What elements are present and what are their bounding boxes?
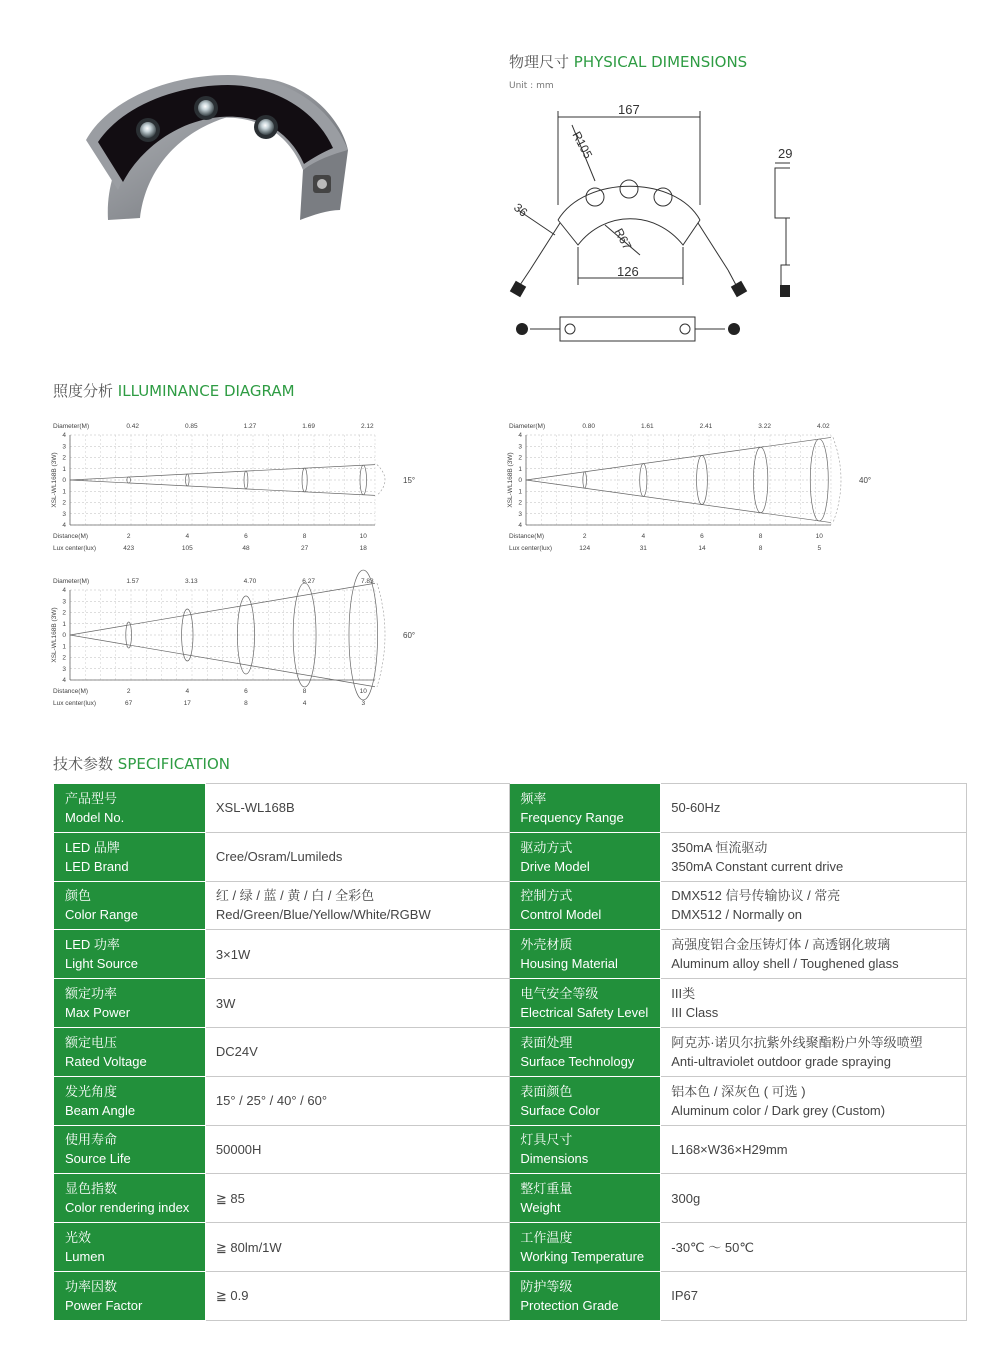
- lux-value: 27: [300, 545, 309, 552]
- y-tick-label: 4: [62, 677, 66, 684]
- spec-right-key: [510, 1174, 661, 1223]
- y-tick-label: 2: [518, 454, 522, 462]
- y-tick-label: 1: [518, 488, 522, 496]
- distance-value: 8: [302, 533, 307, 540]
- y-tick-label: 2: [62, 609, 66, 617]
- spec-right-key: [510, 930, 661, 979]
- spec-left-value: [205, 1271, 509, 1320]
- y-tick-label: 0: [518, 477, 522, 484]
- spec-left-key-text: Color rendering index: [65, 1200, 190, 1216]
- spec-left-key: [55, 930, 206, 979]
- spec-left-value-text: Red/Green/Blue/Yellow/White/RGBW: [215, 907, 431, 923]
- spec-left-key-text: 使用寿命: [65, 1132, 118, 1148]
- spec-right-key: [510, 832, 661, 881]
- diameter-label: Diameter(M): [53, 423, 90, 430]
- spec-right-key-text: 驱动方式: [520, 839, 573, 855]
- spec-left-value: [205, 1125, 509, 1174]
- lux-value: 105: [181, 545, 193, 552]
- physical-title-en: PHYSICAL DIMENSIONS: [573, 53, 748, 71]
- spec-right-key-text: Control Model: [520, 907, 602, 923]
- spec-left-value-text: 3W: [215, 995, 236, 1011]
- diameter-value: 7.83: [360, 578, 374, 585]
- distance-value: 2: [126, 533, 131, 540]
- distance-value: 4: [185, 688, 190, 695]
- spec-right-value-text: IP67: [671, 1288, 699, 1304]
- spec-right-value-text: 350mA 恒流驱动: [671, 839, 768, 855]
- spec-right-key-text: Surface Color: [520, 1102, 600, 1118]
- diameter-value: 1.27: [243, 423, 257, 430]
- spec-left-value: [205, 930, 509, 979]
- spec-left-key-text: LED Brand: [65, 858, 129, 874]
- diameter-label: Diameter(M): [53, 578, 90, 585]
- spec-row: [55, 784, 967, 833]
- diameter-value: 1.57: [126, 578, 139, 585]
- spec-row: [55, 1223, 967, 1272]
- spec-right-value-text: Aluminum color / Dark grey (Custom): [671, 1102, 886, 1118]
- spec-right-value-text: 50-60Hz: [671, 800, 721, 816]
- spec-left-value-text: DC24V: [215, 1044, 258, 1060]
- y-tick-label: 0: [62, 632, 66, 639]
- spec-right-value-text: 350mA Constant current drive: [671, 858, 844, 874]
- spec-right-value: [661, 1174, 967, 1223]
- spec-left-value-text: ≧ 80lm/1W: [215, 1239, 282, 1255]
- lux-value: 67: [125, 700, 133, 707]
- spec-right-key: [510, 1125, 661, 1174]
- spec-left-value-text: 15° / 25° / 40° / 60°: [215, 1093, 328, 1109]
- spec-row: [55, 1076, 967, 1125]
- lux-value: 48: [242, 545, 250, 552]
- spec-right-value-text: 铝本色 / 深灰色 ( 可选 ): [671, 1083, 806, 1099]
- dim-height: 29: [778, 146, 793, 161]
- spec-right-key: [510, 881, 661, 930]
- spec-right-value-text: 高强度铝合金压铸灯体 / 高透钢化玻璃: [671, 937, 891, 953]
- spec-right-value: [661, 1271, 967, 1320]
- y-tick-label: 4: [62, 522, 66, 529]
- y-tick-label: 3: [62, 598, 66, 606]
- distance-value: 8: [302, 688, 307, 695]
- distance-value: 2: [582, 533, 587, 540]
- spec-right-value-text: III类: [671, 986, 696, 1002]
- y-tick-label: 2: [62, 499, 66, 507]
- spec-left-value-text: 50000H: [215, 1141, 262, 1157]
- spec-left-value-text: ≧ 0.9: [215, 1288, 249, 1304]
- physical-title-cn: 物理尺寸: [509, 53, 570, 71]
- spec-right-key-text: Protection Grade: [520, 1297, 619, 1313]
- spec-right-key-text: Drive Model: [520, 858, 590, 874]
- lux-value: 124: [579, 545, 591, 552]
- angle-arc: [833, 437, 841, 522]
- y-tick-label: 2: [62, 654, 66, 662]
- spec-right-value: [661, 1076, 967, 1125]
- spec-right-value-text: III Class: [671, 1005, 719, 1021]
- lux-label: Lux center(lux): [53, 545, 96, 552]
- specification-title: [53, 753, 230, 774]
- diameter-value: 1.69: [302, 423, 315, 430]
- spec-row: [55, 881, 967, 930]
- spec-left-key-text: 功率因数: [65, 1278, 118, 1294]
- spec-left-key-text: 显色指数: [65, 1181, 118, 1197]
- spec-left-value: [205, 832, 509, 881]
- spec-right-key-text: 控制方式: [520, 888, 573, 904]
- distance-value: 8: [758, 533, 763, 540]
- lux-value: 31: [639, 545, 647, 552]
- spec-left-key-text: 额定电压: [65, 1034, 118, 1050]
- spec-right-value: [661, 1223, 967, 1272]
- spec-title-en: SPECIFICATION: [117, 755, 230, 773]
- spec-right-value-text: L168×W36×H29mm: [671, 1141, 788, 1157]
- spec-left-key-text: Light Source: [65, 956, 138, 972]
- diameter-value: 6.27: [302, 578, 315, 585]
- spec-left-value: [205, 1076, 509, 1125]
- spec-left-value: [205, 1223, 509, 1272]
- spec-right-value: [661, 979, 967, 1028]
- distance-value: 6: [244, 688, 248, 695]
- illuminance-chart-60: [53, 575, 433, 710]
- y-axis-label: XSL-WL168B (3W): [507, 452, 514, 508]
- spec-row: [55, 979, 967, 1028]
- spec-right-key-text: 防护等级: [520, 1278, 573, 1294]
- spec-right-key: [510, 1076, 661, 1125]
- spec-right-key-text: 表面处理: [520, 1034, 573, 1050]
- spec-left-key: [55, 1125, 206, 1174]
- y-tick-label: 3: [518, 510, 522, 518]
- spec-left-value: [205, 881, 509, 930]
- y-axis-label: XSL-WL168B (3W): [51, 607, 58, 663]
- spec-left-key-text: 额定功率: [65, 986, 118, 1002]
- spec-left-key-text: 发光角度: [65, 1083, 118, 1099]
- spec-left-key-text: 光效: [65, 1230, 92, 1246]
- spec-left-value: [205, 784, 509, 833]
- spec-left-key: [55, 784, 206, 833]
- spot-ellipse: [293, 583, 316, 687]
- spec-left-key-text: Source Life: [65, 1151, 131, 1167]
- spec-left-key-text: 颜色: [65, 888, 92, 904]
- spec-right-value: [661, 1027, 967, 1076]
- spec-right-key: [510, 1027, 661, 1076]
- y-tick-label: 1: [62, 620, 66, 628]
- spec-right-key-text: 表面颜色: [520, 1083, 573, 1099]
- spec-right-key-text: Housing Material: [520, 956, 618, 972]
- dim-depth: 36: [511, 200, 531, 220]
- spec-left-value: [205, 979, 509, 1028]
- spec-right-key-text: 工作温度: [520, 1230, 573, 1246]
- spec-left-key-text: Model No.: [65, 809, 125, 825]
- spec-right-key: [510, 784, 661, 833]
- lux-label: Lux center(lux): [509, 545, 552, 552]
- y-tick-label: 3: [62, 665, 66, 673]
- spec-left-value-text: Cree/Osram/Lumileds: [215, 849, 343, 865]
- spec-right-value-text: DMX512 / Normally on: [671, 907, 803, 923]
- spec-right-key-text: Electrical Safety Level: [520, 1005, 649, 1021]
- distance-value: 2: [126, 688, 131, 695]
- distance-value: 10: [815, 533, 823, 540]
- spec-right-value-text: Anti-ultraviolet outdoor grade spraying: [671, 1053, 891, 1069]
- distance-label: Distance(M): [53, 688, 89, 695]
- spec-row: [55, 1174, 967, 1223]
- spec-left-value-text: XSL-WL168B: [215, 800, 295, 816]
- spec-row: [55, 1027, 967, 1076]
- unit-label: Unit : mm: [509, 81, 554, 91]
- spec-left-key-text: Power Factor: [65, 1297, 143, 1313]
- spec-left-key-text: LED 品牌: [65, 839, 120, 855]
- beam-angle-label: 60°: [403, 631, 416, 640]
- diameter-value: 4.70: [243, 578, 257, 585]
- distance-value: 6: [700, 533, 704, 540]
- spec-left-key: [55, 1223, 206, 1272]
- lux-value: 8: [244, 700, 248, 707]
- lux-value: 18: [359, 545, 367, 552]
- spec-left-key-text: Rated Voltage: [65, 1053, 147, 1069]
- spec-right-key: [510, 1271, 661, 1320]
- lux-value: 5: [817, 545, 822, 552]
- distance-value: 6: [244, 533, 248, 540]
- spec-right-key-text: 整灯重量: [520, 1181, 573, 1197]
- dim-outer-radius: R105: [569, 129, 596, 161]
- spec-left-key: [55, 1076, 206, 1125]
- spec-left-key: [55, 832, 206, 881]
- spec-left-key: [55, 979, 206, 1028]
- distance-label: Distance(M): [509, 533, 545, 540]
- y-axis-label: XSL-WL168B (3W): [51, 452, 58, 508]
- diameter-value: 1.61: [640, 423, 654, 430]
- distance-value: 10: [359, 533, 367, 540]
- beam-angle-label: 15°: [403, 476, 416, 485]
- spec-left-key-text: 产品型号: [65, 790, 118, 806]
- y-tick-label: 3: [62, 443, 66, 451]
- diameter-value: 0.80: [582, 423, 595, 430]
- spec-right-value: [661, 1125, 967, 1174]
- diameter-value: 2.41: [699, 423, 713, 430]
- spec-right-value: [661, 930, 967, 979]
- dimension-drawing: [500, 95, 793, 350]
- lux-value: 17: [183, 700, 191, 707]
- lux-value: 423: [123, 545, 135, 552]
- y-tick-label: 2: [518, 499, 522, 507]
- spec-left-key: [55, 1027, 206, 1076]
- spec-row: [55, 930, 967, 979]
- distance-value: 10: [359, 688, 367, 695]
- spec-right-key-text: 灯具尺寸: [520, 1132, 573, 1148]
- spec-right-key-text: 电气安全等级: [520, 986, 599, 1002]
- dim-inner-radius: R67: [611, 225, 635, 253]
- spec-left-value-text: ≧ 85: [215, 1190, 245, 1206]
- spec-row: [55, 1271, 967, 1320]
- spec-right-key-text: 外壳材质: [520, 937, 573, 953]
- physical-dimensions-title: [509, 51, 747, 72]
- spec-right-value: [661, 784, 967, 833]
- spec-row: [55, 832, 967, 881]
- diameter-value: 2.12: [360, 423, 374, 430]
- lux-value: 4: [302, 700, 307, 707]
- spec-right-key-text: Frequency Range: [520, 809, 624, 825]
- diameter-label: Diameter(M): [509, 423, 546, 430]
- illuminance-chart-15: [53, 420, 433, 555]
- spec-left-value-text: 3×1W: [215, 946, 251, 962]
- y-tick-label: 2: [62, 454, 66, 462]
- spec-title-cn: 技术参数: [53, 755, 114, 773]
- spec-right-key-text: 频率: [520, 790, 547, 806]
- spec-right-key: [510, 1223, 661, 1272]
- spec-right-key-text: Working Temperature: [520, 1249, 645, 1265]
- angle-arc: [377, 583, 385, 687]
- spec-left-value-text: 红 / 绿 / 蓝 / 黄 / 白 / 全彩色: [215, 888, 375, 904]
- lux-value: 8: [758, 545, 763, 552]
- spec-row: [55, 1125, 967, 1174]
- spec-table: [54, 783, 967, 1321]
- spec-left-key-text: Max Power: [65, 1005, 131, 1021]
- y-tick-label: 4: [62, 587, 66, 594]
- illuminance-chart-40: [509, 420, 889, 555]
- spec-right-value-text: 300g: [671, 1190, 701, 1206]
- y-tick-label: 0: [62, 477, 66, 484]
- diameter-value: 0.85: [184, 423, 198, 430]
- illuminance-title-cn: 照度分析: [53, 382, 114, 400]
- spec-left-key-text: Beam Angle: [65, 1102, 136, 1118]
- spec-right-key-text: Dimensions: [520, 1151, 589, 1167]
- distance-value: 4: [185, 533, 190, 540]
- spec-right-key-text: Surface Technology: [520, 1053, 635, 1069]
- y-tick-label: 4: [518, 522, 522, 529]
- diameter-value: 3.13: [184, 578, 198, 585]
- spec-left-key: [55, 1271, 206, 1320]
- spec-left-key: [55, 1174, 206, 1223]
- spec-left-value: [205, 1174, 509, 1223]
- angle-arc: [377, 465, 385, 496]
- y-tick-label: 4: [62, 432, 66, 439]
- diameter-value: 4.02: [816, 423, 830, 430]
- distance-value: 4: [641, 533, 646, 540]
- beam-angle-label: 40°: [859, 476, 872, 485]
- spec-right-key: [510, 979, 661, 1028]
- lux-value: 3: [361, 700, 366, 707]
- diameter-value: 0.42: [126, 423, 139, 430]
- spec-right-value: [661, 881, 967, 930]
- spec-left-value: [205, 1027, 509, 1076]
- y-tick-label: 1: [518, 465, 522, 473]
- spec-right-value-text: -30℃ ～ 50℃: [671, 1239, 754, 1255]
- spec-left-key: [55, 881, 206, 930]
- y-tick-label: 1: [62, 465, 66, 473]
- spec-right-value-text: 阿克苏·诺贝尔抗紫外线聚酯粉户外等级喷塑: [671, 1034, 923, 1050]
- y-tick-label: 3: [62, 510, 66, 518]
- distance-label: Distance(M): [53, 533, 89, 540]
- spec-right-value-text: Aluminum alloy shell / Toughened glass: [671, 956, 899, 972]
- spec-right-value-text: DMX512 信号传输协议 / 常亮: [671, 888, 841, 904]
- dim-width: 167: [618, 102, 640, 117]
- y-tick-label: 1: [62, 643, 66, 651]
- spec-left-key-text: Lumen: [65, 1249, 105, 1265]
- spec-right-key-text: Weight: [520, 1200, 561, 1216]
- illuminance-title: [53, 380, 295, 401]
- y-tick-label: 4: [518, 432, 522, 439]
- y-tick-label: 1: [62, 488, 66, 496]
- dim-inner-width: 126: [617, 264, 639, 279]
- illuminance-title-en: ILLUMINANCE DIAGRAM: [117, 382, 295, 400]
- spec-right-value: [661, 832, 967, 881]
- spec-left-key-text: Color Range: [65, 907, 138, 923]
- product-photo: [78, 70, 358, 230]
- lux-label: Lux center(lux): [53, 700, 96, 707]
- lux-value: 14: [698, 545, 706, 552]
- spec-left-key-text: LED 功率: [65, 937, 120, 953]
- y-tick-label: 3: [518, 443, 522, 451]
- diameter-value: 3.22: [758, 423, 771, 430]
